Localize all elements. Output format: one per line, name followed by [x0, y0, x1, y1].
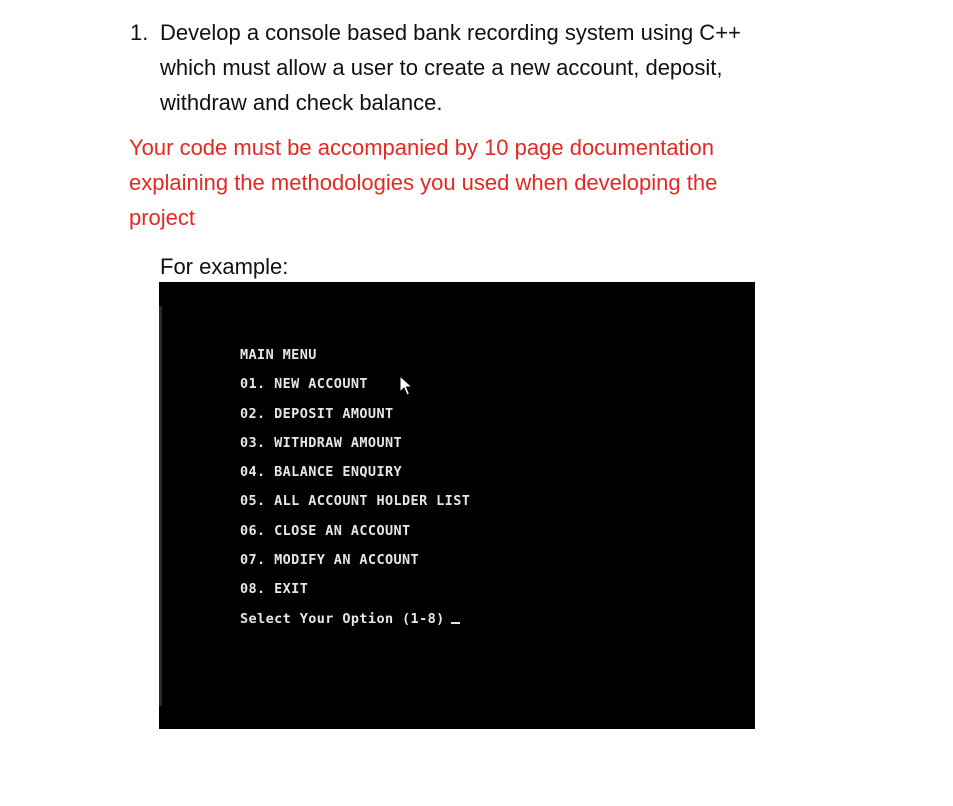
console-menu	[240, 341, 470, 634]
menu-item-holder-list: 05. ALL ACCOUNT HOLDER LIST	[240, 493, 471, 510]
menu-item-withdraw: 03. WITHDRAW AMOUNT	[240, 434, 403, 451]
text-cursor	[451, 622, 460, 624]
mouse-pointer-icon	[398, 375, 414, 397]
documentation-requirement	[129, 130, 717, 235]
menu-item-balance: 04. BALANCE ENQUIRY	[240, 464, 403, 481]
menu-item-new-account: 01. NEW ACCOUNT	[240, 376, 368, 393]
menu-item-modify-account: 07. MODIFY AN ACCOUNT	[240, 552, 420, 569]
console-screenshot	[159, 282, 755, 729]
requirement-line: explaining the methodologies you used when developing the	[129, 170, 718, 195]
menu-item-deposit: 02. DEPOSIT AMOUNT	[240, 405, 394, 422]
task-line: withdraw and check balance.	[160, 90, 443, 115]
prompt-text: Select Your Option (1-8)	[240, 610, 445, 627]
menu-item-exit: 08. EXIT	[240, 581, 309, 598]
requirement-line: Your code must be accompanied by 10 page documentation	[129, 135, 715, 160]
task-description	[160, 15, 741, 120]
menu-title: MAIN MENU	[240, 347, 317, 363]
console-edge	[159, 306, 162, 706]
task-number: 1.	[130, 20, 149, 45]
requirement-line: project	[129, 205, 196, 230]
option-prompt	[240, 605, 470, 634]
example-label: For example:	[160, 254, 289, 279]
task-line: which must allow a user to create a new account, deposit,	[160, 55, 723, 80]
menu-item-close-account: 06. CLOSE AN ACCOUNT	[240, 522, 411, 539]
task-line: Develop a console based bank recording system using C++	[160, 20, 741, 45]
